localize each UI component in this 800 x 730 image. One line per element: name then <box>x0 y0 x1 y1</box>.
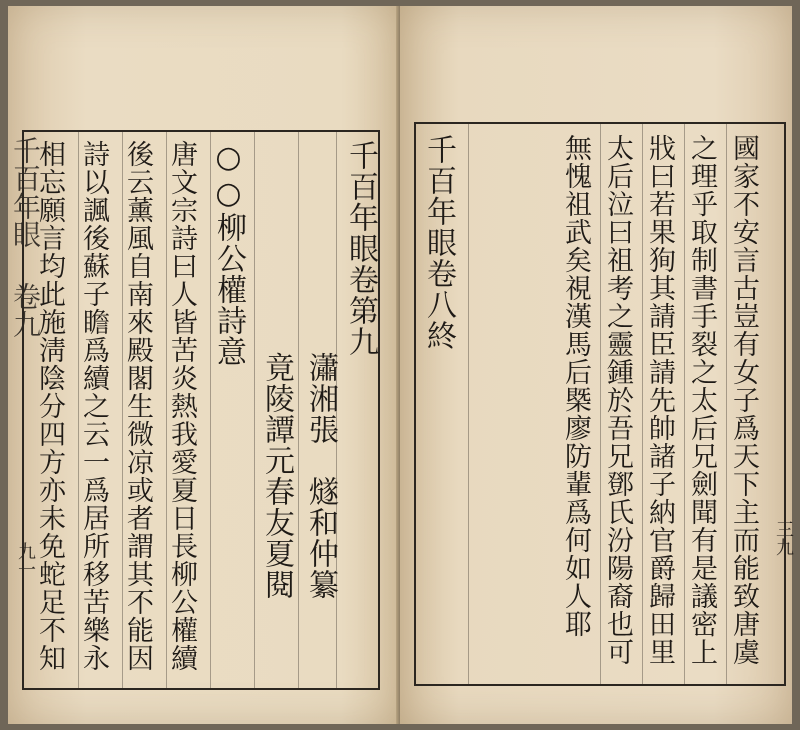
left-text-frame <box>22 130 380 690</box>
text-column: 戕曰若果狥其請臣請先帥諸子納官爵歸田里 <box>644 134 675 666</box>
right-folio: 三九 <box>773 520 794 556</box>
text-column: 太后泣曰祖考之靈鍾於吾兄鄧氏汾陽裔也可 <box>602 134 633 666</box>
text-column: 詩以諷後蘇子瞻爲續之云一爲居所移苦樂永 <box>78 140 109 672</box>
text-column: 之理乎取制書手裂之太后兄劍聞有是議密上 <box>686 134 717 666</box>
left-margin-volume: 卷九 <box>9 282 42 338</box>
left-margin-title: 千百年眼 <box>9 136 42 248</box>
text-column: 唐文宗詩曰人皆苦炎熱我愛夏日長柳公權續 <box>166 140 197 672</box>
editor-line: 竟陵譚元春友夏閱 <box>259 352 294 600</box>
compiler-line: 瀟湘張 燧和仲纂 <box>303 352 338 600</box>
volume-end-heading: 千百年眼卷八終 <box>421 134 456 351</box>
text-column: 後云薰風自南來殿閣生微凉或者謂其不能因 <box>122 140 153 672</box>
text-column: 無愧祖武矣視漢馬后槩廖防輩爲何如人耶 <box>560 134 591 638</box>
text-column: 國家不安言古豈有女子爲天下主而能致唐虞 <box>728 134 759 666</box>
left-folio: 九一 <box>15 542 36 578</box>
section-heading: ○○柳公權詩意 <box>211 140 246 367</box>
right-text-frame <box>414 122 786 686</box>
text-column: 相忘願言均此施淸陰分四方亦未免蛇足不知 <box>34 140 65 672</box>
volume-heading: 千百年眼卷第九 <box>343 140 378 357</box>
